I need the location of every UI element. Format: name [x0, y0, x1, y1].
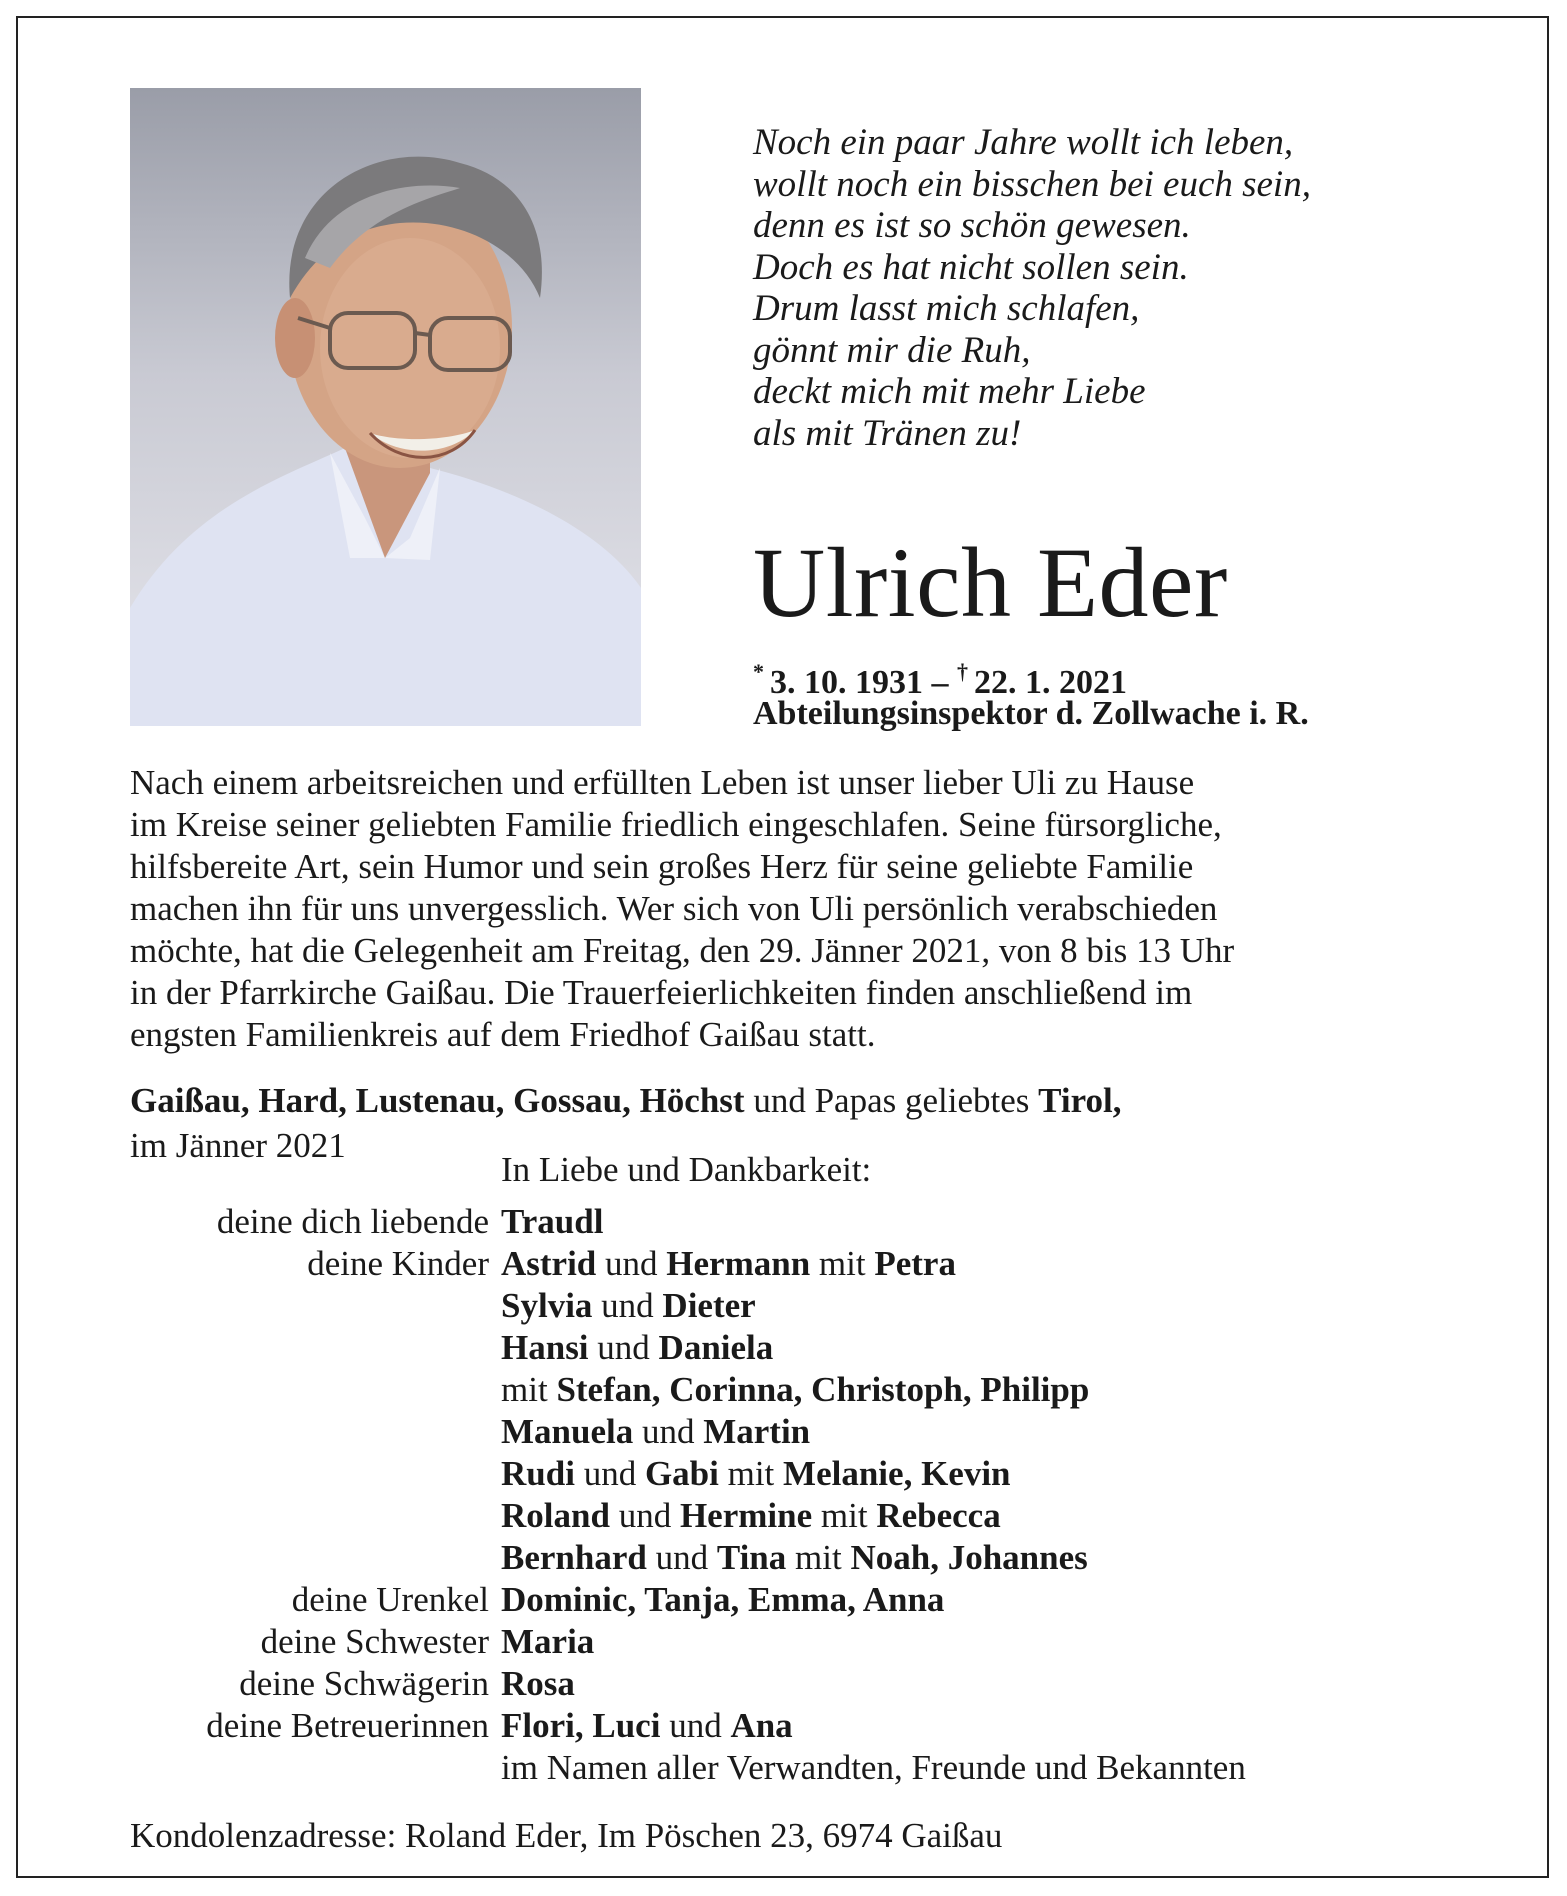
mourner-names [501, 1537, 1088, 1579]
mourner-role: deine Schwester [260, 1622, 489, 1661]
mourner-name: Sylvia [501, 1286, 593, 1325]
text-line: möchte, hat die Gelegenheit am Freitag, den 29. Jänner 2021, von 8 bis 13 Uhr [130, 931, 1235, 970]
text-line: machen ihn für uns unvergesslich. Wer sich von Uli persönlich verabschieden [130, 889, 1218, 928]
mourner-name: Daniela [658, 1328, 774, 1367]
poem-line: Noch ein paar Jahre wollt ich leben, [753, 122, 1294, 163]
mourner-name: Flori, Luci [501, 1706, 661, 1745]
mourner-connector: und [574, 1454, 645, 1493]
mourner-name: Roland [501, 1496, 610, 1535]
mourner-names [501, 1621, 594, 1663]
mourner-row [0, 1705, 1567, 1747]
mourner-name: Ana [730, 1706, 793, 1745]
text-line: engsten Familienkreis auf dem Friedhof Gaißau statt. [130, 1015, 876, 1054]
poem-line: als mit Tränen zu! [753, 412, 1022, 454]
mourner-connector: mit [718, 1454, 784, 1493]
mourner-names [501, 1453, 1011, 1495]
death-symbol: † [957, 659, 968, 684]
places-middle: und Papas geliebtes [744, 1081, 1039, 1120]
mourner-connector: und [646, 1538, 717, 1577]
mourner-connector: und [609, 1496, 680, 1535]
mourner-names [501, 1663, 575, 1705]
mourner-connector: und [633, 1412, 704, 1451]
mourner-name: Hermann [666, 1244, 811, 1283]
mourner-role: deine dich liebende [216, 1202, 489, 1241]
mourner-row [0, 1285, 1567, 1327]
date-line: im Jänner 2021 [130, 1126, 346, 1165]
mourner-row [0, 1747, 1567, 1789]
mourner-name: Dominic, Tanja, Emma, Anna [501, 1580, 945, 1619]
mourner-name: Traudl [501, 1202, 604, 1241]
places-line [130, 1080, 1121, 1122]
mourner-name: Tina [716, 1538, 787, 1577]
mourners-list [0, 1201, 1567, 1789]
poem-line: Doch es hat nicht sollen sein. [753, 246, 1189, 288]
mourner-role: deine Urenkel [291, 1580, 489, 1619]
mourner-name: Melanie, Kevin [783, 1454, 1011, 1493]
poem-line: denn es ist so schön gewesen. [753, 205, 1191, 246]
text-line: Nach einem arbeitsreichen und erfüllten Leben ist unser lieber Uli zu Hause [130, 763, 1195, 802]
mourner-name: Astrid [501, 1244, 597, 1283]
deceased-name: Ulrich Eder [753, 527, 1228, 638]
mourner-role: deine Betreuerinnen [206, 1706, 489, 1745]
mourner-name: Bernhard [501, 1538, 647, 1577]
mourner-connector: im Namen aller Verwandten, Freunde und Bekannten [501, 1748, 1246, 1787]
date-dash: – [923, 664, 957, 701]
mourner-name: Maria [501, 1622, 595, 1661]
mourner-role: deine Kinder [307, 1244, 489, 1283]
mourner-row [0, 1369, 1567, 1411]
mourner-name: Dieter [662, 1286, 756, 1325]
condolence-address: Kondolenzadresse: Roland Eder, Im Pöschen 23, 6974 Gaißau [130, 1816, 1003, 1855]
mourner-names [501, 1411, 810, 1453]
mourner-row [0, 1495, 1567, 1537]
mourner-name: Rosa [501, 1664, 575, 1703]
mourner-row [0, 1243, 1567, 1285]
mourner-connector: mit [812, 1496, 877, 1535]
mourner-names [501, 1285, 756, 1327]
places-bold: Gaißau, Hard, Lustenau, Gossau, Höchst [130, 1081, 745, 1120]
mourner-connector: mit [786, 1538, 851, 1577]
text-line: in der Pfarrkirche Gaißau. Die Trauerfeierlichkeiten finden anschließend im [130, 973, 1193, 1012]
mourner-name: Gabi [644, 1454, 719, 1493]
poem-line: Drum lasst mich schlafen, [753, 288, 1140, 329]
mourner-names [501, 1327, 773, 1369]
mourner-connector: und [660, 1706, 731, 1745]
mourner-row [0, 1579, 1567, 1621]
mourner-row [0, 1621, 1567, 1663]
mourner-name: Hansi [501, 1328, 589, 1367]
mourner-name: Manuela [501, 1412, 634, 1451]
mourner-name: Noah, Johannes [850, 1538, 1088, 1577]
mourner-connector: und [596, 1244, 667, 1283]
mourner-name: Hermine [679, 1496, 813, 1535]
mourner-names [501, 1747, 1246, 1789]
mourner-connector: mit [501, 1370, 557, 1409]
mourner-row [0, 1411, 1567, 1453]
portrait-photo [130, 88, 641, 726]
poem-line: gönnt mir die Ruh, [753, 329, 1031, 371]
thanks-line: In Liebe und Dankbarkeit: [501, 1150, 872, 1189]
mourner-name: Martin [703, 1412, 811, 1451]
mourner-name: Rebecca [876, 1496, 1001, 1535]
poem-line: deckt mich mit mehr Liebe [753, 371, 1146, 412]
mourner-row [0, 1201, 1567, 1243]
birth-symbol: * [753, 659, 764, 684]
mourner-row [0, 1453, 1567, 1495]
mourner-names [501, 1201, 603, 1243]
mourner-names [501, 1243, 956, 1285]
text-line: im Kreise seiner geliebten Familie friedlich eingeschlafen. Seine fürsorgliche, [130, 805, 1222, 844]
mourner-name: Petra [874, 1244, 956, 1283]
text-line: hilfsbereite Art, sein Humor und sein großes Herz für seine geliebte Familie [130, 847, 1194, 886]
mourner-names [501, 1579, 944, 1621]
poem-line: wollt noch ein bisschen bei euch sein, [753, 163, 1311, 205]
mourner-connector: und [588, 1328, 659, 1367]
death-date: 22. 1. 2021 [974, 664, 1127, 701]
mourner-row [0, 1327, 1567, 1369]
mourner-connector: mit [810, 1244, 875, 1283]
places-tirol: Tirol, [1038, 1081, 1122, 1120]
occupation-title: Abteilungsinspektor d. Zollwache i. R. [753, 695, 1309, 732]
mourner-connector: und [592, 1286, 663, 1325]
mourner-names [501, 1369, 1089, 1411]
mourner-name: Rudi [501, 1454, 575, 1493]
mourner-name: Stefan, Corinna, Christoph, Philipp [556, 1370, 1090, 1409]
mourner-names [501, 1705, 793, 1747]
memorial-poem [753, 122, 1473, 454]
birth-date: 3. 10. 1931 [770, 664, 923, 701]
mourner-row [0, 1663, 1567, 1705]
mourner-names [501, 1495, 1001, 1537]
mourner-row [0, 1537, 1567, 1579]
mourner-role: deine Schwägerin [239, 1664, 489, 1703]
obituary-text [130, 762, 1450, 1056]
